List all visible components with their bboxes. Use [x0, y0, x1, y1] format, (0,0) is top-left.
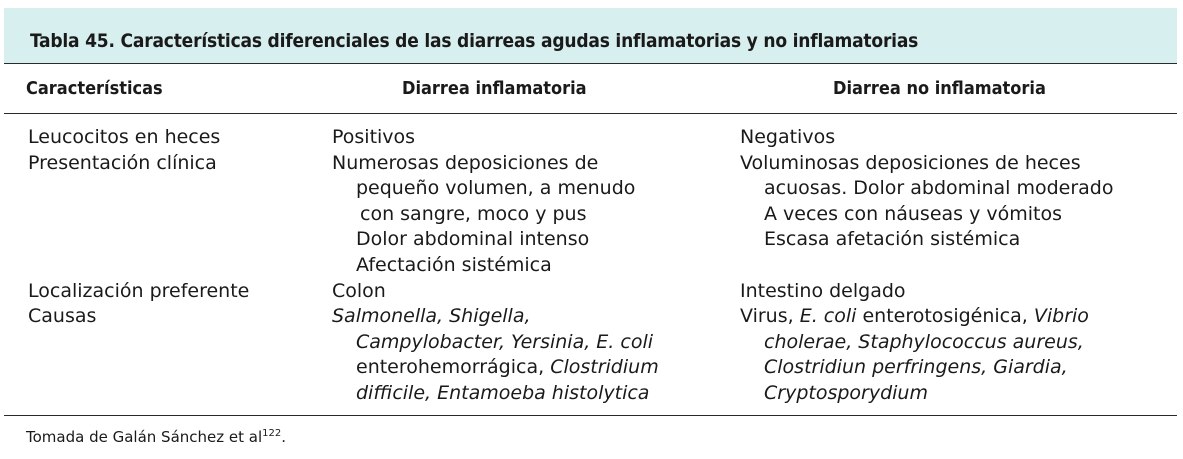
- table-cell: Intestino delgado: [740, 279, 906, 302]
- header-inflammatory: Diarrea inflamatoria: [402, 78, 587, 99]
- table-cell: Negativos: [740, 126, 836, 148]
- table-title-bar: [4, 8, 1177, 64]
- pathogen-names: Clostridiun perfringens, Giardia,: [764, 356, 1068, 379]
- cell-text: Virus,: [740, 305, 794, 328]
- cell-text: enterohemorrágica,: [356, 356, 545, 379]
- footnote-end: .: [281, 428, 287, 446]
- table-title: Tabla 45. Características diferenciales de las diarreas agudas inflamatorias y no inflamatorias: [30, 30, 919, 52]
- table-cell: [332, 381, 659, 407]
- pathogen-names: difficile, Entamoeba histolytica: [356, 381, 650, 404]
- non-inflammatory-column: [740, 125, 1114, 407]
- feature-label: Causas: [28, 305, 97, 328]
- pathogen-names: Cryptosporydium: [764, 381, 928, 404]
- table-cell: Voluminosas deposiciones de heces: [740, 151, 1081, 174]
- table-cell: [332, 330, 659, 356]
- table-cell: [740, 381, 1114, 407]
- table-cell: [740, 355, 1114, 381]
- inflammatory-column: [332, 125, 659, 407]
- table-cell: Dolor abdominal intenso: [356, 228, 590, 251]
- header-features: Características: [26, 78, 163, 99]
- pathogen-names: Campylobacter, Yersinia, E. coli: [356, 330, 654, 353]
- pathogen-names: E. coli: [799, 305, 857, 328]
- table-footnote: [26, 428, 286, 446]
- table-cell: Numerosas deposiciones de: [332, 151, 599, 174]
- table-cell: con sangre, moco y pus: [360, 202, 587, 225]
- feature-label: Leucocitos en heces: [28, 126, 221, 148]
- cell-text: enterotosigénica,: [862, 305, 1028, 328]
- feature-label: Localización preferente: [28, 279, 250, 302]
- pathogen-names: Vibrio: [1033, 305, 1089, 328]
- table-cell: Colon: [332, 279, 386, 302]
- features-column: [28, 125, 249, 330]
- table-bottom-rule: [4, 415, 1177, 416]
- table-cell: A veces con náuseas y vómitos: [764, 202, 1063, 225]
- table-cell: [332, 355, 659, 381]
- table-cell: [332, 304, 659, 330]
- footnote-reference: 122: [262, 428, 282, 439]
- table-cell: [740, 330, 1114, 356]
- table-cell: Escasa afetación sistémica: [764, 228, 1021, 251]
- table-cell: pequeño volumen, a menudo: [356, 177, 636, 200]
- pathogen-names: Clostridium: [550, 356, 659, 379]
- pathogen-names: cholerae, Staphylococcus aureus,: [764, 330, 1084, 353]
- table-cell: Afectación sistémica: [356, 253, 552, 276]
- header-rule: [4, 113, 1177, 114]
- table-cell: acuosas. Dolor abdominal moderado: [764, 177, 1114, 200]
- table-cell: [740, 304, 1114, 330]
- pathogen-names: Salmonella, Shigella,: [332, 305, 531, 328]
- table-cell: Positivos: [332, 126, 416, 148]
- feature-label: Presentación clínica: [28, 151, 217, 174]
- header-non-inflammatory: Diarrea no inflamatoria: [833, 78, 1046, 99]
- footnote-text: Tomada de Galán Sánchez et al: [26, 428, 263, 446]
